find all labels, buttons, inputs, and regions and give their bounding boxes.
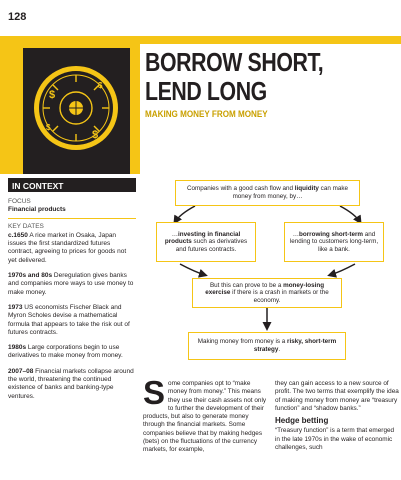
flow-text-bold: borrowing short-term <box>299 230 364 238</box>
key-date-text: US economists Fischer Black and Myron Scholes devise a mathematical formula that appears to take the risk out of futures contracts. <box>8 303 130 336</box>
title-accent-strip <box>140 36 401 44</box>
body-paragraph: they can gain access to a new source of profit. The two terms that exemplify the idea of making money from money are “treasury function” and “shadow banks.” <box>275 380 399 412</box>
gold-coin-roulette-illustration <box>23 48 130 174</box>
illustration-panel <box>23 48 130 174</box>
key-date-entry <box>8 344 136 361</box>
key-date-entry <box>8 272 136 297</box>
focus-value: Financial products <box>8 206 66 214</box>
flow-text: if there is a crash in markets or the economy. <box>230 289 329 304</box>
key-date-text: Large corporations begin to use derivatives to make money from money. <box>8 344 123 360</box>
flow-text: and lending to customers long-term, like a bank. <box>289 230 379 253</box>
flow-text: can make money from money, by… <box>232 185 348 200</box>
flow-box-risk <box>192 278 342 308</box>
body-paragraph: “Treasury function” is a term that emerged in the late 1970s in the wake of economic challenges, such <box>275 427 395 452</box>
body-paragraph: ome companies opt to “make money from money.” This means they use their cash assets not only to further the development of their products, but also to generate money through the financial markets. Some companies believe that by making hedges (bets) on the fluctuations of the currency markets, for example, <box>143 380 267 454</box>
page-title-line-1: BORROW SHORT, <box>145 47 324 77</box>
flow-text: Making money from money is a <box>197 338 287 346</box>
key-date-text: A rice market in Osaka, Japan issues the first standardized futures contract, agreeing to prices for goods not yet delivered. <box>8 231 127 264</box>
key-date-text: Financial markets collapse around the world, threatening the continued existence of banks and banking-type ventures. <box>8 367 134 400</box>
page-number: 128 <box>8 11 27 23</box>
key-date: 1980s <box>8 344 27 352</box>
flow-text: . <box>278 346 281 353</box>
key-date: 1970s and 80s <box>8 272 53 280</box>
in-context-sidebar <box>8 178 136 401</box>
sidebar-content <box>8 198 136 401</box>
page-subtitle: MAKING MONEY FROM MONEY <box>145 109 268 119</box>
flow-box-investing <box>156 222 256 262</box>
page-title-line-2: LEND LONG <box>145 76 267 106</box>
svg-text:$: $ <box>98 81 103 90</box>
svg-text:$: $ <box>46 123 51 132</box>
flow-box-start <box>175 180 360 206</box>
key-date: 1973 <box>8 303 23 311</box>
flow-text-bold: liquidity <box>294 185 319 193</box>
drop-cap: S <box>143 374 166 411</box>
sidebar-heading: IN CONTEXT <box>8 178 136 192</box>
flow-text-bold: money-losing exercise <box>205 281 325 297</box>
flow-text: … <box>292 230 299 238</box>
key-date-text: Deregulation gives banks and companies more ways to use money to make money. <box>8 272 134 296</box>
flow-text: But this can prove to be a <box>209 281 284 289</box>
section-heading: Hedge betting <box>275 416 329 426</box>
flow-text: … <box>171 230 178 238</box>
header-banner <box>0 36 401 174</box>
body-column-2 <box>275 380 399 452</box>
key-dates-label: KEY DATES <box>8 222 44 230</box>
flow-text-bold: risky, short-term strategy <box>253 338 337 353</box>
key-date-entry <box>8 368 136 401</box>
flow-text: Companies with a good cash flow and <box>186 185 295 193</box>
key-date-entry <box>8 232 136 265</box>
key-date: 2007–08 <box>8 367 34 375</box>
title-panel <box>140 36 401 174</box>
flow-text-bold: investing in financial products <box>164 230 241 246</box>
key-date: c.1650 <box>8 231 28 239</box>
flowchart <box>140 178 395 368</box>
focus-label: FOCUS <box>8 198 31 205</box>
flow-text: such as derivatives and futures contracts. <box>175 238 248 253</box>
body-column-1 <box>143 374 267 455</box>
sidebar-divider <box>8 218 136 219</box>
key-date-entry <box>8 304 136 337</box>
flow-box-conclusion <box>188 332 346 360</box>
flow-box-borrowing <box>284 222 384 262</box>
svg-text:$: $ <box>49 89 56 101</box>
svg-text:$: $ <box>92 129 99 141</box>
